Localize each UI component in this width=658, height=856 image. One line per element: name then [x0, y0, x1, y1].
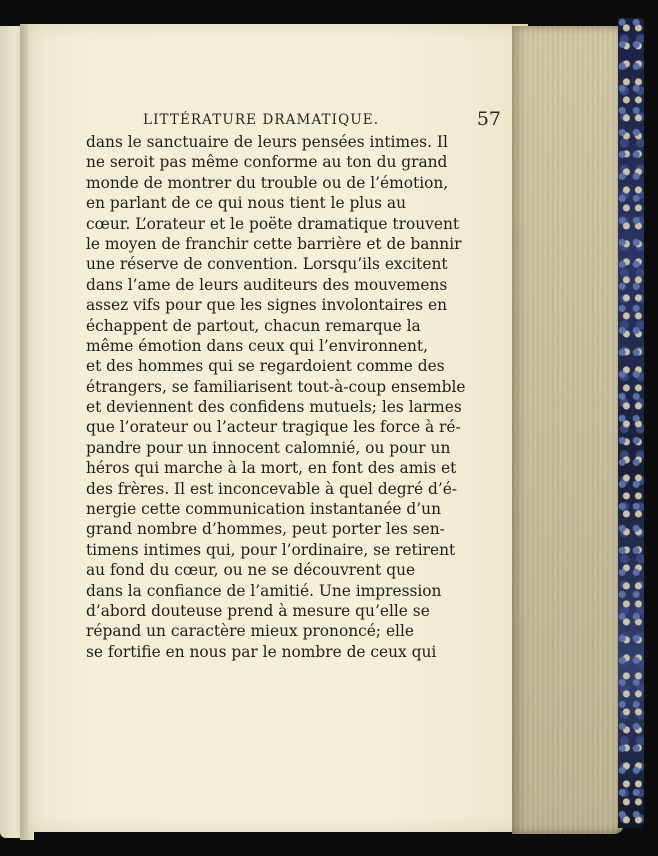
text-line: monde de montrer du trouble ou de l’émotion, [86, 173, 449, 192]
text-line: ne seroit pas même conforme au ton du grand [86, 153, 448, 172]
text-line: une réserve de convention. Lorsqu’ils excitent [86, 255, 448, 274]
text-line: en parlant de ce qui nous tient le plus au [86, 194, 407, 213]
text-line: répand un caractère mieux prononcé; elle [86, 622, 415, 641]
text-line: dans l’ame de leurs auditeurs des mouvemens [86, 275, 448, 294]
marbled-cover [618, 18, 644, 828]
page-number: 57 [476, 108, 501, 130]
text-line: que l’orateur ou l’acteur tragique les force à ré- [86, 418, 461, 437]
text-line: dans la confiance de l’amitié. Une impression [86, 581, 442, 600]
text-line: des frères. Il est inconcevable à quel degré d’é- [86, 479, 458, 498]
text-line: le moyen de franchir cette barrière et de bannir [86, 234, 462, 253]
running-head: LITTÉRATURE DRAMATIQUE. [143, 112, 380, 128]
page-header [143, 110, 501, 134]
text-line: timens intimes qui, pour l’ordinaire, se retirent [86, 540, 456, 559]
text-line: étrangers, se familiarisent tout-à-coup ensemble [86, 377, 466, 396]
text-line: pandre pour un innocent calomnié, ou pour un [86, 438, 451, 457]
text-line: se fortifie en nous par le nombre de ceux qui [86, 642, 437, 661]
text-line: et deviennent des confidens mutuels; les larmes [86, 398, 462, 417]
text-line: nergie cette communication instantanée d’un [86, 500, 441, 519]
text-line: et des hommes qui se regardoient comme des [86, 357, 445, 376]
text-line: grand nombre d’hommes, peut porter les sen- [86, 520, 445, 539]
text-line: assez vifs pour que les signes involontaires en [86, 296, 447, 315]
text-line: même émotion dans ceux qui l’environnent, [86, 336, 428, 355]
body-text [86, 132, 466, 662]
text-line: d’abord douteuse prend à mesure qu’elle se [86, 601, 430, 620]
page-block-edge [512, 26, 624, 834]
text-line: au fond du cœur, ou ne se découvrent que [86, 561, 416, 580]
text-line: dans le sanctuaire de leurs pensées intimes. Il [86, 133, 448, 151]
text-line: héros qui marche à la mort, en font des amis et [86, 459, 457, 478]
text-line: échappent de partout, chacun remarque la [86, 316, 421, 335]
text-line: cœur. L’orateur et le poëte dramatique trouvent [86, 214, 460, 233]
